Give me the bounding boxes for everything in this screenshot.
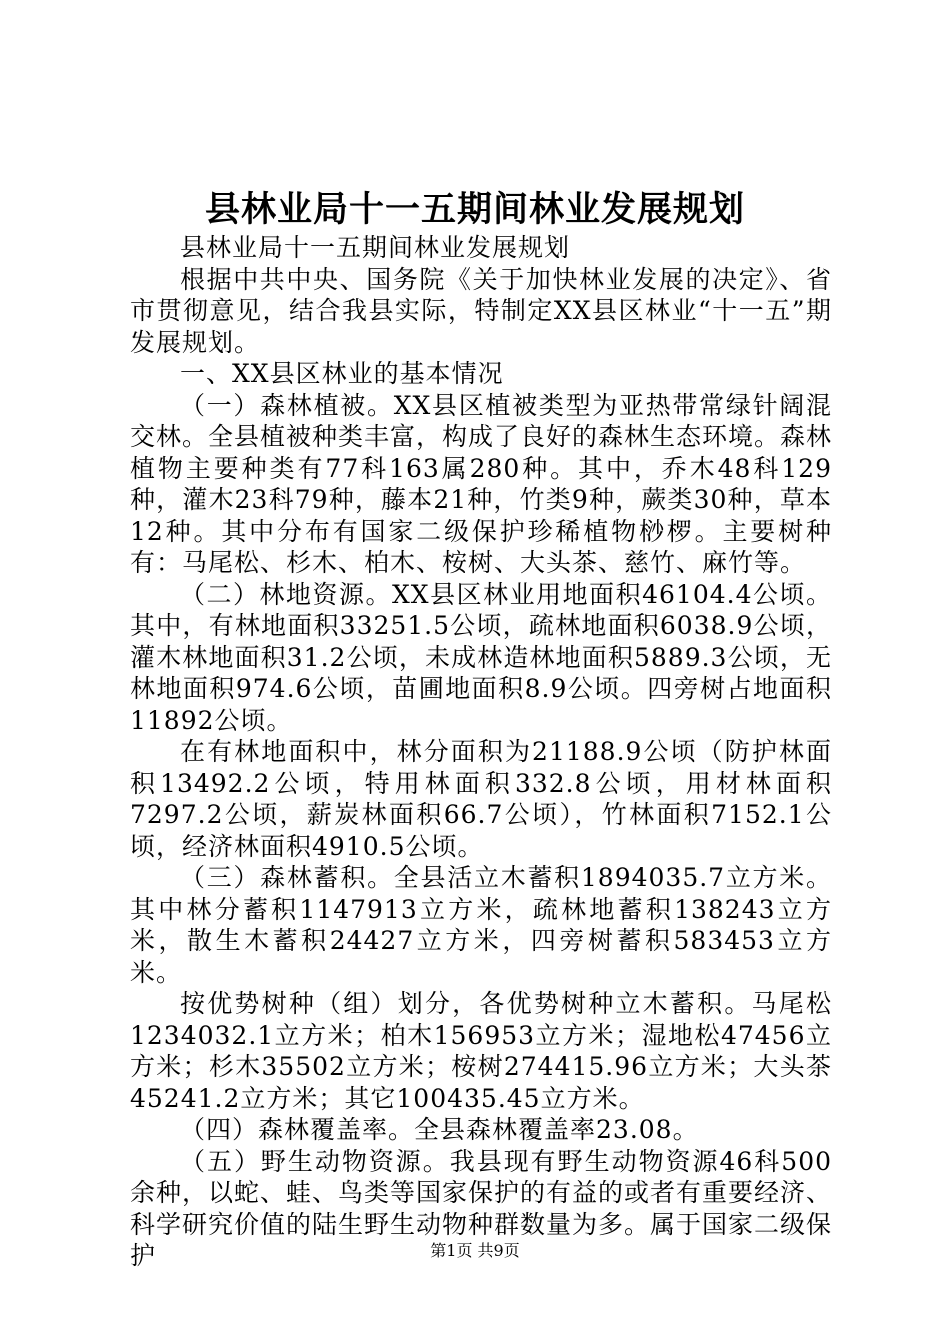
paragraph-dominant-species: 按优势树种（组）划分，各优势树种立木蓄积。马尾松1234032.1立方米；柏木156953立方米；湿地松47456立方米；杉木35502立方米；桉树274415.96立方米；大头茶45241.2立方米；其它100435.45立方米。 bbox=[130, 989, 832, 1113]
paragraph-vegetation: （一）森林植被。XX县区植被类型为亚热带常绿针阔混交林。全县植被种类丰富，构成了良好的森林生态环境。森林植物主要种类有77科163属280种。其中，乔木48科129种，灌木23科79种，藤本21种，竹类9种，蕨类30种，草本12种。其中分布有国家二级保护珍稀植物桫椤。主要树种有：马尾松、杉木、柏木、桉树、大头茶、慈竹、麻竹等。 bbox=[130, 390, 833, 577]
paragraph-forested-area: 在有林地面积中，林分面积为21188.9公顷（防护林面积13492.2公顷，特用林面积332.8公顷，用材林面积7297.2公顷，薪炭林面积66.7公顷），竹林面积7152.1公顷，经济林面积4910.5公顷。 bbox=[130, 737, 832, 861]
page-number: 第1页 共9页 bbox=[430, 1241, 520, 1260]
document-title: 县林业局十一五期间林业发展规划 bbox=[204, 190, 745, 230]
document-body bbox=[130, 232, 832, 1272]
paragraph-wildlife: （五）野生动物资源。我县现有野生动物资源46科500余种，以蛇、蛙、鸟类等国家保护的有益的或者有重要经济、科学研究价值的陆生野生动物种群数量为多。属于国家二级保护 bbox=[130, 1146, 833, 1270]
intro-paragraph: 根据中共中央、国务院《关于加快林业发展的决定》、省市贯彻意见，结合我县实际，特制定XX县区林业“十一五”期发展规划。 bbox=[130, 264, 832, 357]
paragraph-forest-stock: （三）森林蓄积。全县活立木蓄积1894035.7立方米。其中林分蓄积1147913立方米，疏林地蓄积138243立方米，散生木蓄积24427立方米，四旁树蓄积583453立方米。 bbox=[130, 863, 832, 987]
paragraph-coverage: （四）森林覆盖率。全县森林覆盖率23.08。 bbox=[180, 1115, 699, 1144]
paragraph-forest-land: （二）林地资源。XX县区林业用地面积46104.4公顷。其中，有林地面积33251.5公顷，疏林地面积6038.9公顷，灌木林地面积31.2公顷，未成林造林地面积5889.3公顷，无林地面积974.6公顷，苗圃地面积8.9公顷。四旁树占地面积11892公顷。 bbox=[130, 579, 832, 735]
section-heading: 一、XX县区林业的基本情况 bbox=[180, 359, 504, 388]
subtitle-paragraph: 县林业局十一五期间林业发展规划 bbox=[180, 233, 571, 262]
